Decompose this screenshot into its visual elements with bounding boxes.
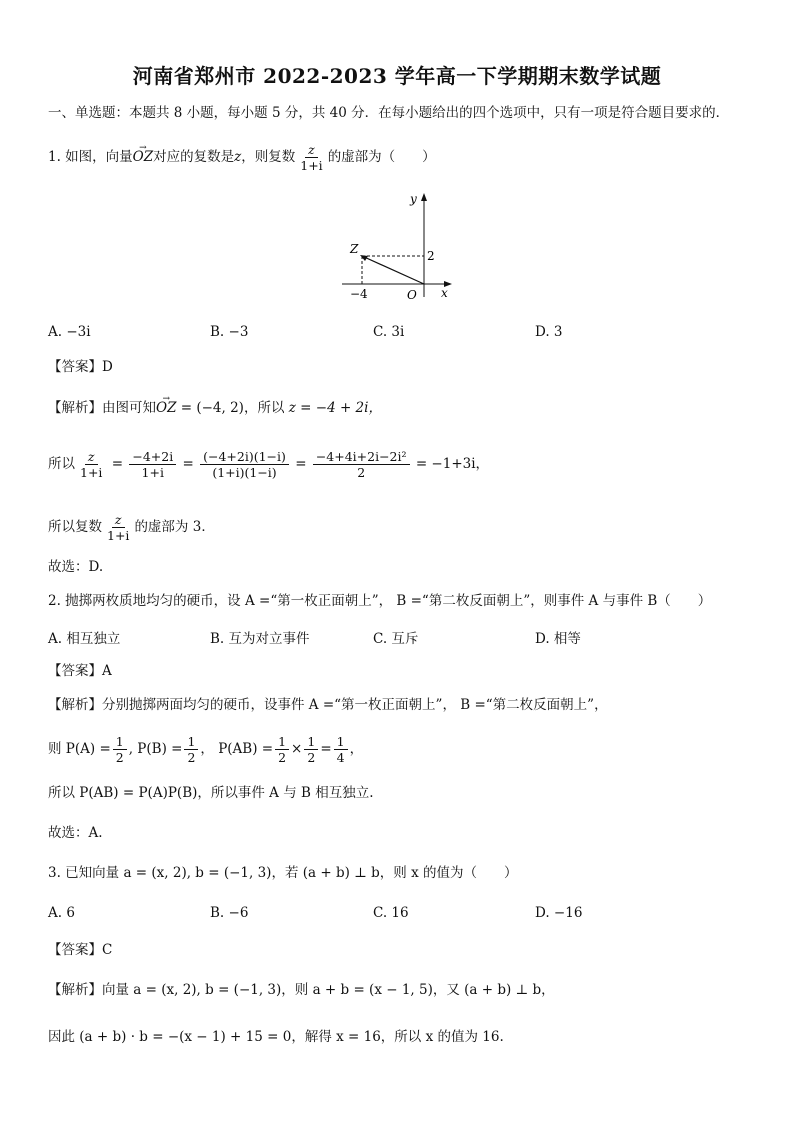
y-arrow-icon [421, 193, 427, 201]
two-label: 2 [427, 249, 435, 263]
x-label: x [441, 286, 448, 300]
q2-option-d: D. 相等 [535, 631, 581, 647]
origin-label: O [407, 288, 417, 302]
q2-analysis-2: 则 P(A) = $\frac{1}{2}$ , P(B) = $\frac{1}{2}$ ， P(AB) = $\frac{1}{2}$ × $\frac{1}{2}$ = $\frac{1}{4}$ ， [48, 734, 364, 765]
q1-analysis-3: 所以复数 $\frac{z}{1+i}$ 的虚部为 3． [48, 512, 215, 543]
q1-fraction: $\frac{z}{1+i}$ [300, 142, 323, 173]
q3-analysis-1: 【解析】向量 a = (x, 2), b = (−1, 3)，则 a + b = (x − 1, 5)，又 (a + b) ⊥ b， [48, 982, 555, 998]
page-title: 河南省郑州市 2022-2023 学年高一下学期期末数学试题 [132, 64, 662, 88]
q1-analysis-2: 所以 $\frac{z}{1+i}$ = $\frac{-4+2i}{1+i}$ = $\frac{(-4+2i)(1-i)}{(1+i)(1-i)}$ = $\frac{\text{−4+4i+2i−2i²}}{2}$ = −1+3i， [48, 449, 490, 480]
y-label: y [410, 192, 417, 206]
q1-option-c: C. 3i [373, 324, 405, 340]
vector-oz [362, 256, 424, 284]
q2-option-b: B. 互为对立事件 [210, 631, 310, 647]
q1-analysis-1: 【解析】由图可知→ OZ = (−4, 2)，所以 z = −4 + 2i， [48, 399, 382, 417]
q2-analysis-3: 所以 P(AB) = P(A)P(B)，所以事件 A 与 B 相互独立. [48, 785, 374, 801]
q3-analysis-2: 因此 (a + b) · b = −(x − 1) + 15 = 0，解得 x = 16，所以 x 的值为 16. [48, 1029, 504, 1045]
q3-option-b: B. −6 [210, 905, 249, 921]
q1-option-a: A. −3i [48, 324, 91, 340]
q1-option-d: D. 3 [535, 324, 563, 340]
q1-figure [330, 185, 470, 305]
section-header: 一、单选题：本题共 8 小题，每小题 5 分，共 40 分．在每小题给出的四个选项中，只有一项是符合题目要求的． [48, 105, 730, 121]
q3-option-c: C. 16 [373, 905, 409, 921]
q1-stem: 1. 如图，向量→ OZ对应的复数是z，则复数 $\frac{z}{1+i}$ 的虚部为（ ） [48, 142, 436, 173]
q3-option-d: D. −16 [535, 905, 583, 921]
q1-option-b: B. −3 [210, 324, 249, 340]
q1-choose: 故选：D. [48, 559, 104, 575]
z-label: Z [350, 242, 359, 256]
q3-stem: 3. 已知向量 a = (x, 2), b = (−1, 3)，若 (a + b) ⊥ b，则 x 的值为（ ） [48, 865, 518, 881]
q2-choose: 故选：A. [48, 825, 103, 841]
q2-analysis-1: 【解析】分别抛掷两面均匀的硬币，设事件 A =“第一枚正面朝上”， B =“第二枚反面朝上”， [48, 697, 608, 713]
q2-answer: 【答案】A [48, 663, 112, 679]
q1-answer: 【答案】D [48, 359, 113, 375]
neg4-label: −4 [350, 287, 368, 301]
q3-answer: 【答案】C [48, 942, 113, 958]
q2-stem: 2. 抛掷两枚质地均匀的硬币，设 A =“第一枚正面朝上”， B =“第二枚反面朝上”，则事件 A 与事件 B（ ） [48, 593, 712, 609]
q3-option-a: A. 6 [48, 905, 75, 921]
q2-option-c: C. 互斥 [373, 631, 419, 647]
q2-option-a: A. 相互独立 [48, 631, 121, 647]
